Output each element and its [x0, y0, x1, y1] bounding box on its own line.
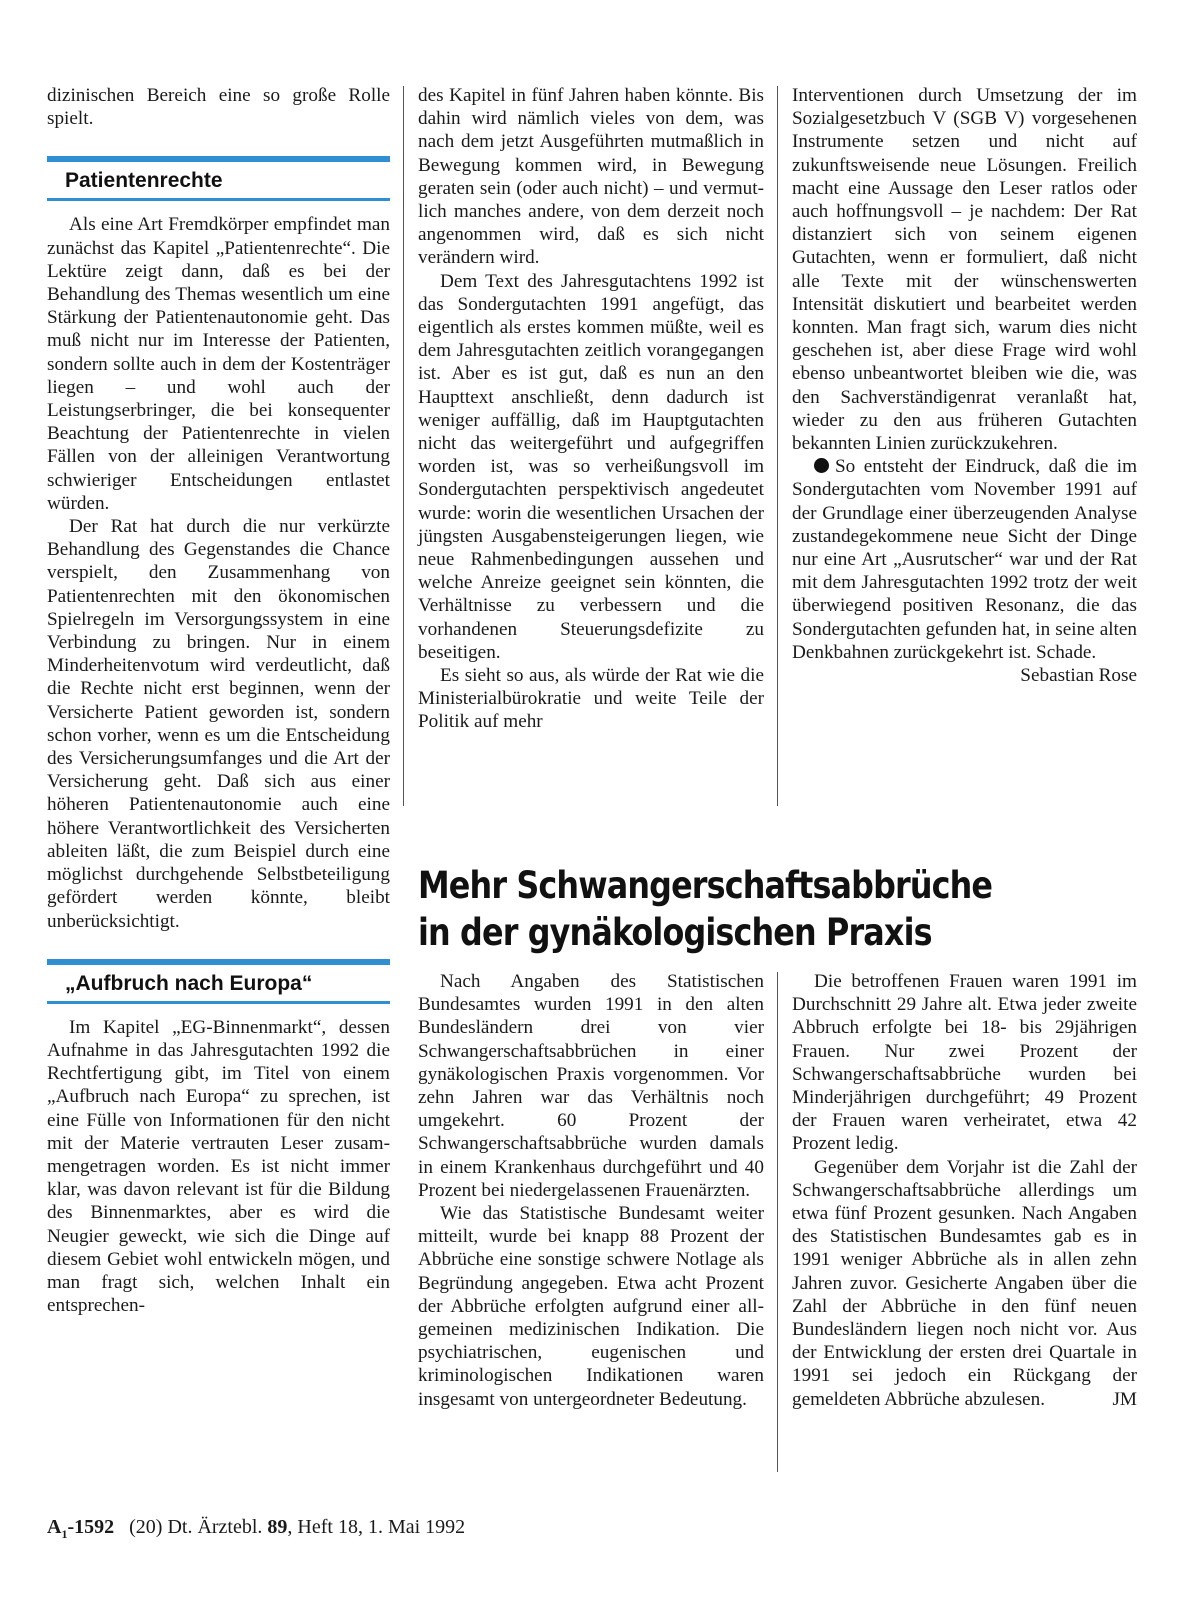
- author-signature: JM: [1112, 1388, 1137, 1410]
- heading-rule-bottom: [47, 198, 390, 201]
- author-signature: Sebastian Rose: [1020, 665, 1137, 687]
- section-heading: „Aufbruch nach Europa“: [65, 971, 313, 995]
- paragraph: So entsteht der Eindruck, daß die im Sondergutachten vom November 1991 auf der Grundlage einer überzeugenden Analyse zustandegekommene neue Sicht der Dinge nur eine Art „Ausrutscher“ war und der Rat mit dem Jahresgutachten 1992 trotz der weit überwiegend positiven Resonanz, die das Sondergutachten gefunden hat, in seine alten Denkbahnen zurückgekehrt ist. Schade. Sebastian Rose: [792, 456, 1137, 687]
- paragraph: Im Kapitel „EG-Binnenmarkt“, dessen Aufnahme in das Jahresgutachten 1992 die Rechtfertigung gibt, im Titel von einem „Aufbruch nach Europa“ zu sprechen, ist eine Fülle von Informationen für den nicht mit der Materie vertrauten Leser zusammengetragen worden. Es ist nicht immer klar, was davon relevant ist für die Bildung des Binnenmarktes, aber es wird die Neugier geweckt, wie sich die Dinge auf diesem Gebiet wohl entwickeln mögen, und man fragt sich, welchen Inhalt ein entsprechen-: [47, 1016, 390, 1317]
- section-heading-box: [47, 959, 390, 1004]
- paragraph: dizinischen Bereich eine so große Rolle spielt.: [47, 85, 390, 130]
- section-heading-box: [47, 156, 390, 201]
- column-divider: [777, 972, 778, 1472]
- paragraph: Dem Text des Jahresgutachtens 1992 ist das Sondergutachten 1991 angefügt, das eigentlich als erstes kommen müßte, weil es dem Jahresgutachten zeitlich vorangegangen ist. Aber es ist gut, daß es nun an den Haupttext anschließt, denn dadurch ist weniger auffällig, daß im Hauptgutachten nicht das weitergeführt und aufgegriffen worden ist, was so verheißungsvoll im Sondergutachten perspektivisch angedeutet wurde: worin die wesentlichen Ursachen der jüngsten Ausgabensteigerungen liegen, wie neue Rahmenbedingungen aussehen und welche Anreize geeignet sein könnten, die Verhältnisse zu verbessern und die vorhandenen Steuerungsdefizite zu beseitigen.: [418, 270, 764, 663]
- column-divider: [403, 86, 404, 806]
- column-1: [47, 84, 390, 1317]
- page-footer: [47, 1515, 465, 1546]
- paragraph: Gegenüber dem Vorjahr ist die Zahl der Schwangerschaftsabbrüche allerdings um etwa fünf Prozent gesunken. Nach Angaben des Statistischen Bundesamtes gab es in 1991 weniger Abbrüche als in allen zehn Jahren zuvor. Gesicherte Angaben über die Zahl der Abbrüche in den fünf neuen Bundesländern liegen noch nicht vor. Aus der Entwicklung der ersten drei Quartale in 1991 sei jedoch ein Rückgang der gemeldeten Abbrüche abzulesen. JM: [792, 1156, 1137, 1410]
- paragraph: Es sieht so aus, als würde der Rat wie die Ministerialbürokratie und weite Teile der Politik auf mehr: [418, 665, 764, 733]
- bullet-icon: [814, 458, 829, 473]
- paragraph: des Kapitel in fünf Jahren haben könnte. Bis dahin wird nämlich vieles von dem, was nach dem jetzt Ausgeführten mutmaßlich in Bewegung kommen wird, in Bewegung geraten sein (oder auch nicht) – und vermutlich manches andere, von dem derzeit noch angenommen wird, daß es sich nicht verändern wird.: [418, 85, 764, 269]
- paragraph: Die betroffenen Frauen waren 1991 im Durchschnitt 29 Jahre alt. Etwa jeder zweite Abbruch erfolgte bei 18- bis 29jährigen Frauen. Nur zwei Prozent der Schwangerschaftsabbrüche wurden bei Minderjährigen durchgeführt; 49 Prozent der Frauen waren verheiratet, etwa 42 Prozent ledig.: [792, 971, 1137, 1155]
- heading-rule-top: [47, 959, 390, 965]
- paragraph: Nach Angaben des Statistischen Bundesamtes wurden 1991 in den alten Bundesländern drei von vier Schwangerschaftsabbrüchen in einer gynäkologischen Praxis vorgenommen. Vor zehn Jahren war das Verhältnis noch umgekehrt. 60 Prozent der Schwangerschaftsabbrüche wurden damals in einem Krankenhaus durchgeführt und 40 Prozent bei niedergelassenen Frauenärzten.: [418, 971, 764, 1201]
- article-column-a: [418, 970, 764, 1411]
- citation: (20) Dt. Ärztebl.: [129, 1516, 263, 1538]
- article-column-b: [792, 970, 1137, 1411]
- column-divider: [777, 86, 778, 806]
- article-headline: [418, 862, 1037, 956]
- volume: 89: [267, 1516, 288, 1538]
- headline-line: Mehr Schwangerschaftsabbrüche: [418, 864, 993, 907]
- citation-issue: , Heft 18, 1. Mai 1992: [287, 1516, 466, 1538]
- column-3: [792, 84, 1137, 687]
- column-2: [418, 84, 764, 734]
- page-number: $A_1-1592$: [47, 1516, 115, 1541]
- paragraph: Als eine Art Fremdkörper empfindet man zunächst das Kapitel „Patientenrechte“. Die Lektüre zeigt dann, daß es bei der Behandlung des Themas wesentlich um eine Stärkung der Patientenautonomie geht. Das muß nicht nur im Interesse der Patienten, sondern sollte auch in dem der Kostenträger liegen – und wohl auch der Leistungserbringer, die bei konsequenter Beachtung der Patientenrechte in vielen Fällen von der alleinigen Verantwortung schwieriger Entscheidungen entlastet würden.: [47, 214, 390, 514]
- heading-rule-top: [47, 156, 390, 162]
- heading-rule-bottom: [47, 1001, 390, 1004]
- paragraph: Wie das Statistische Bundesamt weiter mitteilt, wurde bei knapp 88 Prozent der Abbrüche eine sonstige schwere Notlage als Begründung angegeben. Etwa acht Prozent der Abbrüche erfolgten aufgrund einer allgemeinen medizinischen Indikation. Die psychiatrischen, eugenischen und kriminologischen Indikationen waren insgesamt von untergeordneter Bedeutung.: [418, 1203, 764, 1410]
- section-heading: Patientenrechte: [65, 169, 223, 193]
- headline-line: in der gynäkologischen Praxis: [418, 911, 932, 954]
- paragraph: Interventionen durch Umsetzung der im Sozialgesetzbuch V (SGB V) vorgesehenen Instrumente setzen und nicht auf zukunftsweisende neue Lösungen. Freilich macht eine Aussage den Leser ratlos oder auch hoffnungsvoll – je nachdem: Der Rat distanziert sich von seinem eigenen Gutachten, wenn er formuliert, daß nicht alle Texte mit der wünschenswerten Intensität diskutiert und bearbeitet werden konnten. Man fragt sich, warum dies nicht geschehen ist, aber diese Frage wird wohl ebenso unbeantwortet bleiben wie die, was den Sachverständigenrat veranlaßt hat, wieder zu den aus früheren Gutachten bekannten Linien zurückzukehren.: [792, 85, 1137, 455]
- paragraph: Der Rat hat durch die nur verkürzte Behandlung des Gegenstandes die Chance verspielt, den Zusammenhang von Patientenrechten mit den ökonomischen Spielregeln im Versorgungssystem in eine Verbindung zu bringen. Nur in einem Minderheitenvotum wird verdeutlicht, daß die Rechte nicht erst beginnen, wenn der Versicherte Patient geworden ist, sondern schon vorher, wenn es um die Entscheidung des Versicherungsumfanges und die Art der Versicherung geht. Daß sich aus einer höheren Patientenautonomie auch eine höhere Verantwortlichkeit des Versicherten ableiten läßt, die zum Beispiel durch eine möglichst durchgehende Selbstbeteiligung gefördert werden könnte, bleibt unberücksichtigt.: [47, 516, 390, 932]
